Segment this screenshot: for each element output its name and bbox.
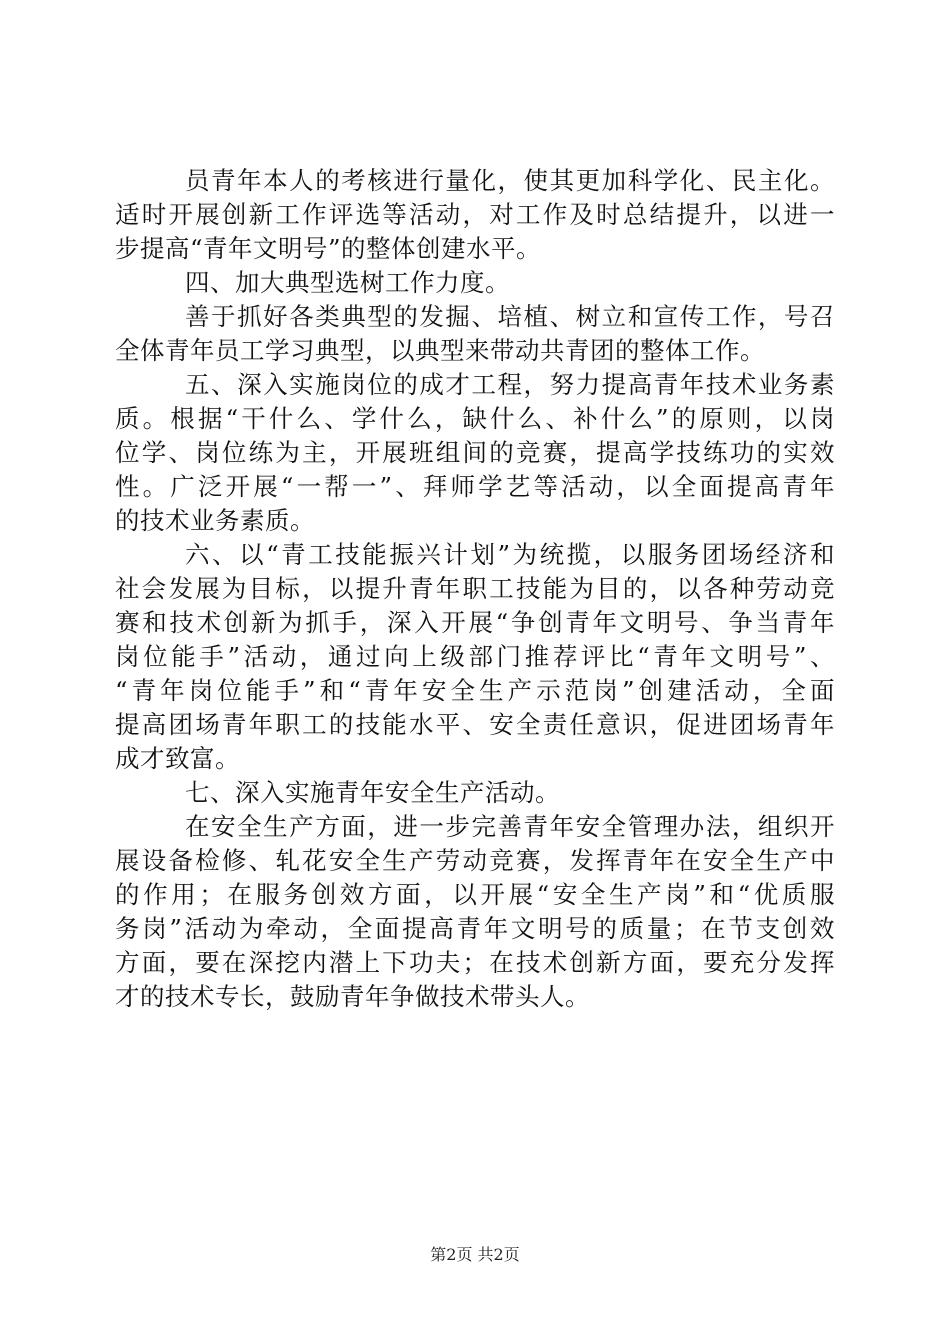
text-line: 五、深入实施岗位的成才工程，努力提高青年技术业务素 — [185, 370, 835, 399]
text-line: 六、以“青工技能振兴计划”为统揽，以服务团场经济和 — [185, 540, 835, 569]
text-line: “青年岗位能手”和“青年安全生产示范岗”创建活动，全面 — [115, 676, 835, 705]
text-line: 适时开展创新工作评选等活动，对工作及时总结提升，以进一 — [115, 200, 835, 229]
text-line: 七、深入实施青年安全生产活动。 — [185, 778, 560, 807]
text-line: 四、加大典型选树工作力度。 — [185, 268, 510, 297]
text-line: 的作用；在服务创效方面，以开展“安全生产岗”和“优质服 — [115, 880, 835, 909]
text-line: 性。广泛开展“一帮一”、拜师学艺等活动，以全面提高青年 — [115, 472, 835, 501]
text-line: 方面，要在深挖内潜上下功夫；在技术创新方面，要充分发挥 — [115, 948, 835, 977]
text-line: 才的技术专长，鼓励青年争做技术带头人。 — [115, 982, 590, 1011]
text-line: 务岗”活动为牵动，全面提高青年文明号的质量；在节支创效 — [115, 914, 835, 943]
text-line: 质。根据“干什么、学什么，缺什么、补什么”的原则，以岗 — [115, 404, 835, 433]
text-line: 善于抓好各类典型的发掘、培植、树立和宣传工作，号召 — [185, 302, 835, 331]
text-line: 员青年本人的考核进行量化，使其更加科学化、民主化。 — [185, 166, 835, 195]
text-line: 岗位能手”活动，通过向上级部门推荐评比“青年文明号”、 — [115, 642, 835, 671]
text-line: 的技术业务素质。 — [115, 506, 315, 535]
text-line: 在安全生产方面，进一步完善青年安全管理办法，组织开 — [185, 812, 835, 841]
text-line: 提高团场青年职工的技能水平、安全责任意识，促进团场青年 — [115, 710, 835, 739]
text-line: 全体青年员工学习典型，以典型来带动共青团的整体工作。 — [115, 336, 765, 365]
text-line: 成才致富。 — [115, 744, 240, 773]
text-line: 赛和技术创新为抓手，深入开展“争创青年文明号、争当青年 — [115, 608, 835, 637]
text-line: 社会发展为目标，以提升青年职工技能为目的，以各种劳动竞 — [115, 574, 835, 603]
text-line: 步提高“青年文明号”的整体创建水平。 — [115, 234, 542, 263]
text-line: 展设备检修、轧花安全生产劳动竞赛，发挥青年在安全生产中 — [115, 846, 835, 875]
page-footer: 第2页 共2页 — [430, 1245, 520, 1264]
document-body — [115, 164, 835, 1014]
text-line: 位学、岗位练为主，开展班组间的竞赛，提高学技练功的实效 — [115, 438, 835, 467]
